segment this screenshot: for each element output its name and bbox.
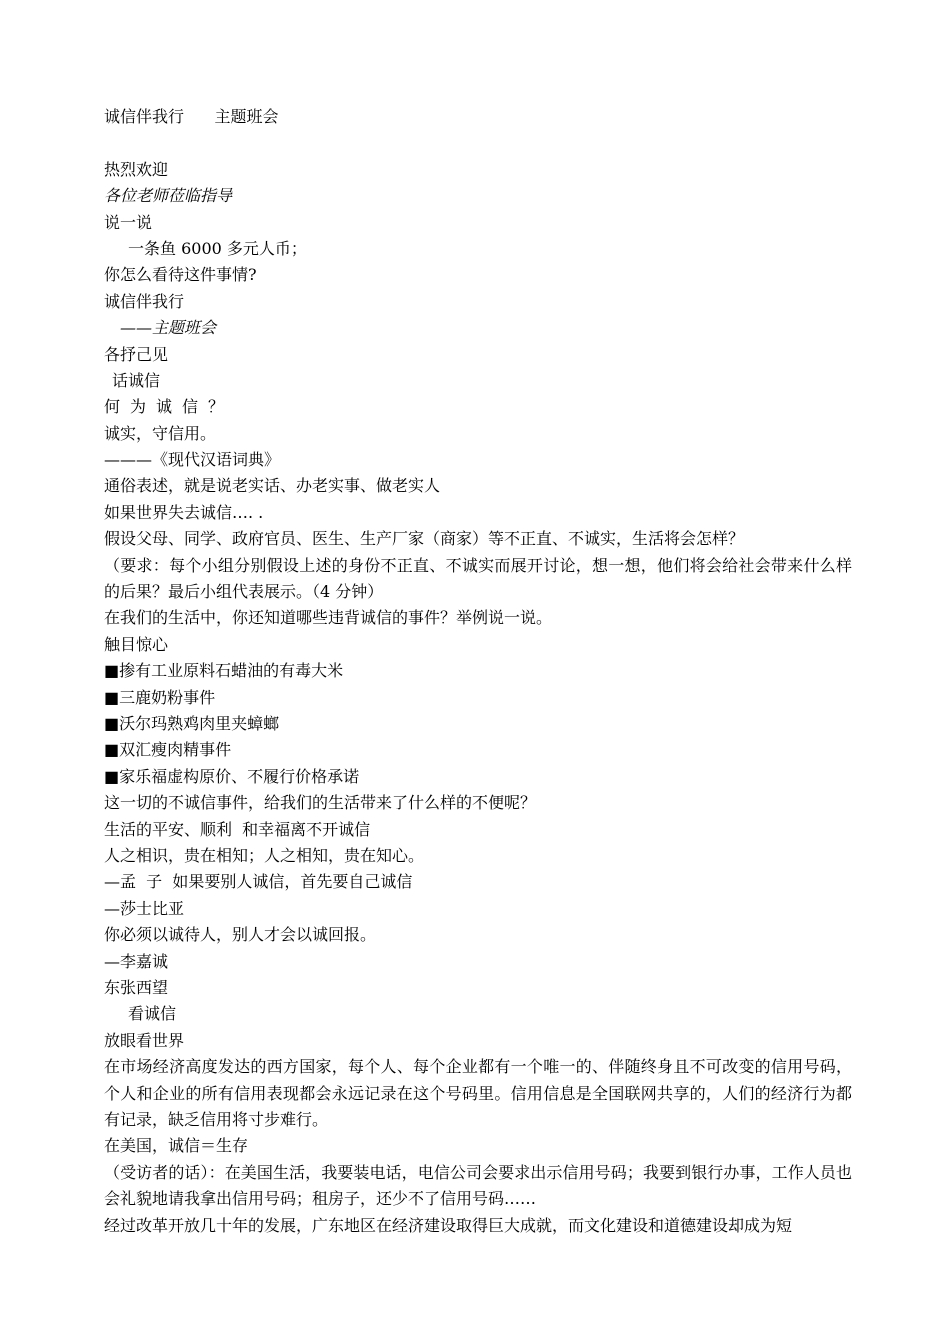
requirement-paragraph: （要求：每个小组分别假设上述的身份不正直、不诚实而展开讨论，想一想，他们将会给社会带来什么样的后果？最后小组代表展示。（4 分钟） xyxy=(104,555,852,602)
section-heading-world: 放眼看世界 xyxy=(104,1030,185,1050)
inconvenience-question-line: 这一切的不诚信事件，给我们的生活带来了什么样的不便呢？ xyxy=(104,793,537,813)
shakespeare-attribution-line: —莎士比亚 xyxy=(104,898,185,918)
hypothesis-paragraph: 假设父母、同学、政府官员、医生、生产厂家（商家）等不正直、不诚实，生活将会怎样？ xyxy=(104,529,745,549)
li-kashing-attribution-line: —李嘉诚 xyxy=(104,951,169,971)
welcome-line: 热烈欢迎 xyxy=(104,159,169,179)
guangdong-paragraph: 经过改革开放几十年的发展，广东地区在经济建设取得巨大成就，而文化建设和道德建设却成为短 xyxy=(104,1215,793,1235)
world-without-integrity-line: 如果世界失去诚信…. . xyxy=(104,502,264,522)
question-line: 你怎么看待这件事情? xyxy=(104,265,257,285)
what-is-integrity-line: 何为诚信？ xyxy=(104,397,235,417)
section-heading-look-around: 东张西望 xyxy=(104,977,169,997)
list-item: ■沃尔玛熟鸡肉里夹蟑螂 xyxy=(104,714,280,734)
definition-line: 诚实，守信用。 xyxy=(104,423,217,443)
interviewee-paragraph: （受访者的话）：在美国生活，我要装电话，电信公司会要求出示信用号码；我要到银行办事，工作人员也会礼貌地请我拿出信用号码；租房子，还少不了信用号码…… xyxy=(104,1162,852,1209)
list-item: ■双汇瘦肉精事件 xyxy=(104,740,232,760)
plain-expression-line: 通俗表述，就是说老实话、办老实事、做老实人 xyxy=(104,476,441,496)
theme-subtitle-line: ——主题班会 xyxy=(120,318,217,338)
list-item: ■家乐福虚构原价、不履行价格承诺 xyxy=(104,766,360,786)
dictionary-source-line: ———《现代汉语词典》 xyxy=(104,450,281,470)
welcome-teachers-line: 各位老师莅临指导 xyxy=(104,186,233,206)
western-credit-paragraph: 在市场经济高度发达的西方国家，每个人、每个企业都有一个唯一的、伴随终身且不可改变的信用号码，个人和企业的所有信用表现都会永远记录在这个号码里。信用信息是全国联网共享的，人们的经济行为都有记录，缺乏信用将寸步难行。 xyxy=(104,1057,852,1129)
talk-integrity-line: 话诚信 xyxy=(112,370,161,390)
section-heading-speak: 说一说 xyxy=(104,212,153,232)
list-item: ■三鹿奶粉事件 xyxy=(104,687,216,707)
document-title: 诚信伴我行 主题班会 xyxy=(104,107,279,126)
theme-title-line: 诚信伴我行 xyxy=(104,291,185,311)
li-kashing-quote-line: 你必须以诚待人，别人才会以诚回报。 xyxy=(104,925,377,945)
mencius-attribution-line: —孟 子 如果要别人诚信，首先要自己诚信 xyxy=(104,872,413,892)
document-page xyxy=(104,104,852,1239)
mencius-quote-line: 人之相识，贵在相知；人之相知，贵在知心。 xyxy=(104,845,425,865)
usa-integrity-line: 在美国，诚信＝生存 xyxy=(104,1136,249,1156)
examples-question-line: 在我们的生活中，你还知道哪些违背诚信的事件？举例说一说。 xyxy=(104,608,553,628)
section-heading-shocking: 触目惊心 xyxy=(104,634,169,654)
life-needs-integrity-line: 生活的平安、顺利 和幸福离不开诚信 xyxy=(104,819,371,839)
fish-price-line: 一条鱼 6000 多元人币； xyxy=(128,238,307,258)
list-item: ■掺有工业原料石蜡油的有毒大米 xyxy=(104,661,344,681)
see-integrity-line: 看诚信 xyxy=(128,1004,177,1024)
section-heading-opinions: 各抒己见 xyxy=(104,344,169,364)
blank-line xyxy=(104,130,852,156)
